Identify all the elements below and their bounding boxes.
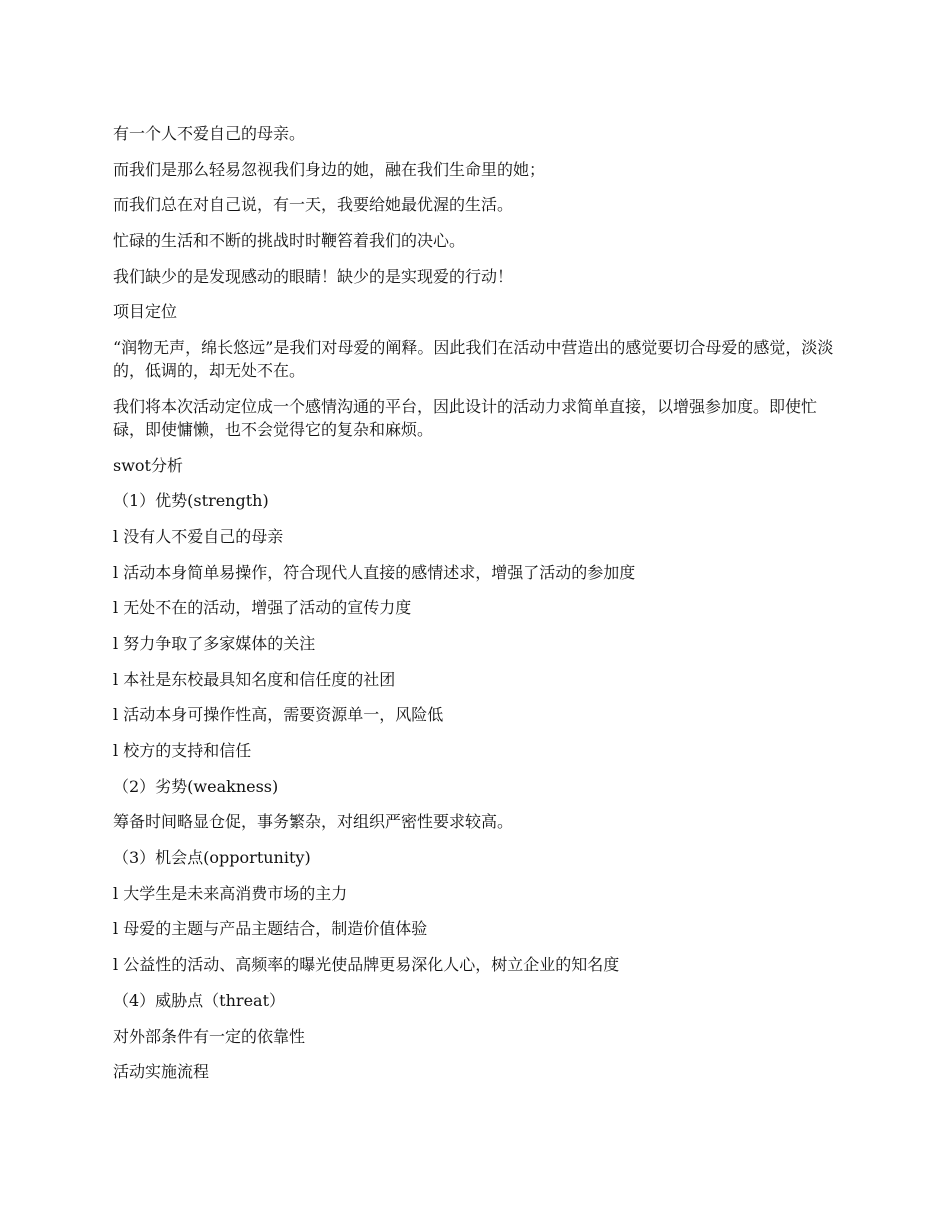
paragraph-positioning-2: 我们将本次活动定位成一个感情沟通的平台，因此设计的活动力求简单直接，以增强参加度。即使忙碌，即使慵懒，也不会觉得它的复杂和麻烦。 [113, 396, 818, 439]
paragraph-intro-1: 有一个人不爱自己的母亲。 [113, 124, 306, 143]
list-item: l 本社是东校最具知名度和信任度的社团 [113, 669, 396, 689]
list-item: l 没有人不爱自己的母亲 [113, 526, 284, 546]
list-item: l 公益性的活动、高频率的曝光使品牌更易深化人心，树立企业的知名度 [113, 955, 620, 975]
list-item: l 母爱的主题与产品主题结合，制造价值体验 [113, 919, 428, 939]
heading-swot: swot分析 [113, 455, 183, 475]
list-item: l 校方的支持和信任 [113, 741, 252, 760]
heading-weakness: （2）劣势(weakness) [113, 776, 279, 796]
heading-strength: （1）优势(strength) [113, 491, 269, 511]
list-item: l 大学生是未来高消费市场的主力 [113, 883, 348, 903]
heading-implementation: 活动实施流程 [113, 1062, 210, 1082]
list-item: l 努力争取了多家媒体的关注 [113, 633, 316, 653]
list-item: l 无处不在的活动，增强了活动的宣传力度 [113, 598, 412, 618]
heading-project-positioning: 项目定位 [113, 302, 178, 322]
paragraph-positioning-1: “润物无声，绵长悠远”是我们对母爱的阐释。因此我们在活动中营造出的感觉要切合母爱的感觉，淡淡的，低调的，却无处不在。 [113, 338, 834, 381]
paragraph-intro-3: 而我们总在对自己说，有一天，我要给她最优渥的生活。 [113, 195, 514, 215]
list-item: l 活动本身简单易操作，符合现代人直接的感情述求，增强了活动的参加度 [113, 562, 636, 582]
document-body [113, 122, 843, 1096]
paragraph-intro-2: 而我们是那么轻易忽视我们身边的她，融在我们生命里的她； [113, 159, 546, 179]
list-item: l 活动本身可操作性高，需要资源单一，风险低 [113, 705, 444, 725]
paragraph-threat: 对外部条件有一定的依靠性 [113, 1026, 306, 1046]
paragraph-weakness: 筹备时间略显仓促，事务繁杂，对组织严密性要求较高。 [113, 812, 514, 832]
heading-threat: （4）威胁点（threat） [113, 990, 286, 1010]
heading-opportunity: （3）机会点(opportunity) [113, 848, 311, 868]
paragraph-intro-5: 我们缺少的是发现感动的眼睛！缺少的是实现爱的行动！ [113, 266, 514, 286]
paragraph-intro-4: 忙碌的生活和不断的挑战时时鞭笞着我们的决心。 [113, 231, 466, 251]
